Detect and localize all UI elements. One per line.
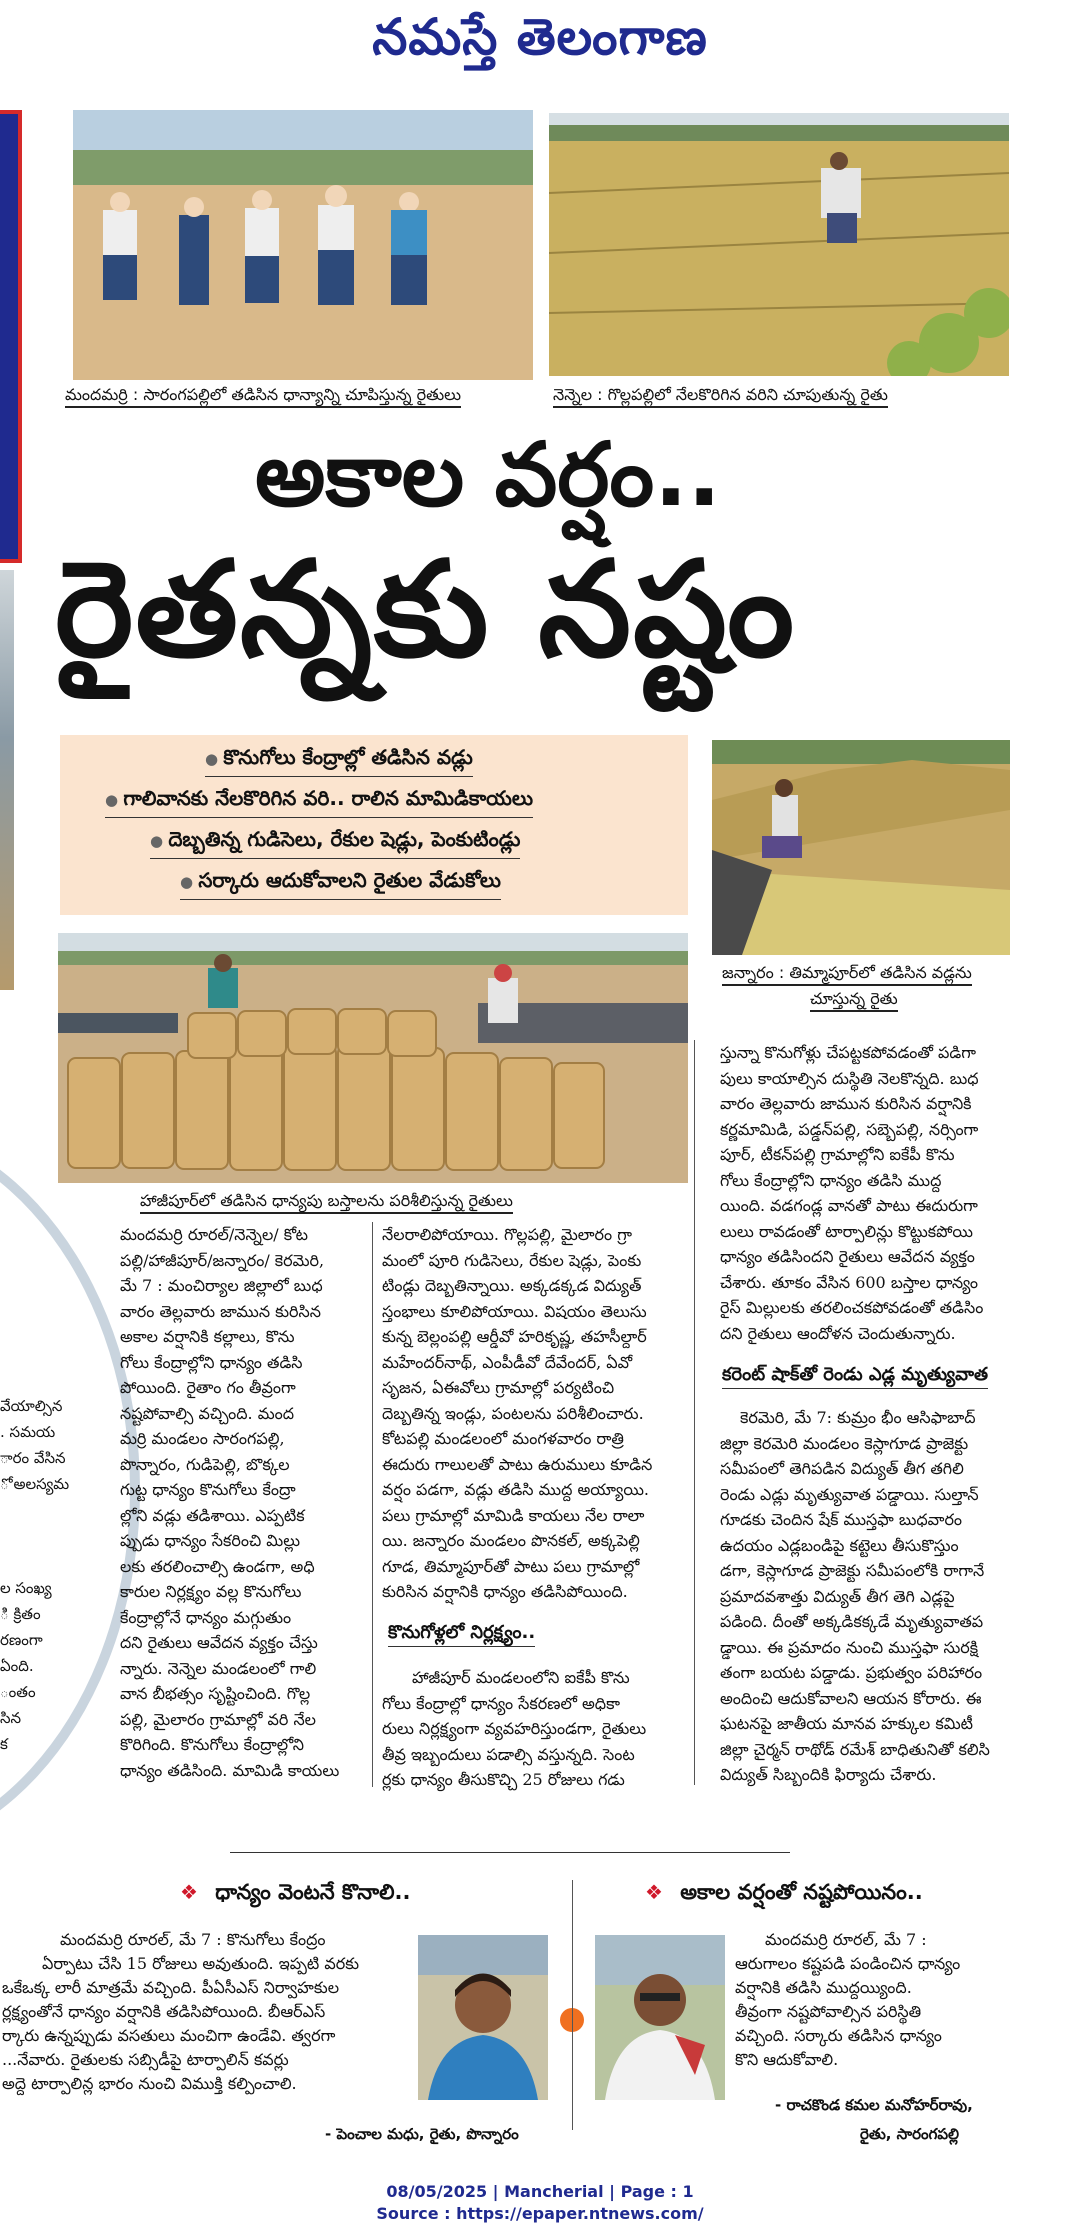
photo-caption-right-mid-2: చూస్తున్న రైతు	[810, 988, 898, 1012]
text-line: నేలరాలిపోయాయి. గొల్లపల్లి, మైలారం గ్రా	[382, 1225, 632, 1244]
footer-source-link[interactable]: Source : https://epaper.ntnews.com/	[376, 2204, 704, 2223]
text-line: ప్పుడు ధాన్యం సేకరించి మిల్లు	[120, 1531, 301, 1550]
quote-right-title: అకాల వర్షంతో నష్టపోయినం..	[680, 1880, 923, 1904]
highlight-item: ● దెబ్బతిన్న గుడిసెలు, రేకుల షెడ్లు, పెంకుటిండ్లు	[150, 827, 520, 859]
text-line: అకాల వర్షానికి కల్లాలు, కొను	[120, 1327, 295, 1346]
left-edge-ad	[0, 110, 22, 563]
text-line: డ్డాయి. ఈ ప్రమాదం నుంచి ముస్తఫా సురక్షి	[720, 1637, 979, 1657]
footer-date-line: 08/05/2025 | Mancherial | Page : 1	[386, 2182, 694, 2201]
text-line: పోయింది. రైతాం గం తీవ్రంగా	[120, 1378, 296, 1397]
headline-line2: రైతన్నకు నష్టం	[55, 533, 797, 687]
fragment-line	[0, 1523, 80, 1549]
quote-left-body	[2, 1928, 392, 2118]
text-line: మే 7 : మంచిర్యాల జిల్లాలో బుధ	[120, 1276, 323, 1295]
text-line: మహేందర్‌నాథ్, ఎంపీడీవో దేవేందర్, ఏవో	[382, 1352, 633, 1372]
quote-right-signature-1: - రాచకొండ కమల మనోహర్‌రావు,	[775, 2096, 973, 2114]
text-line: ప్రమాదవశాత్తు విద్యుత్ తీగ తెగి ఎడ్లపై	[720, 1586, 955, 1606]
text-line: కురిసిన వర్షానికి ధాన్యం తడిసిపోయింది.	[382, 1582, 628, 1601]
fragment-line: ల సంఖ్య	[0, 1579, 52, 1597]
text-line: రెండు ఎడ్లు మృత్యువాత పడ్డాయి. సుల్తాన్	[720, 1484, 979, 1504]
text-line: విద్యుత్ సిబ్బందికి ఫిర్యాదు చేశారు.	[720, 1765, 937, 1784]
text-line: గోలు కేంద్రాల్లోని ధాన్యం తడిసి ముద్ద	[720, 1170, 942, 1190]
text-line: పొన్నారం, గుడిపెల్లి, బొక్కల	[120, 1454, 290, 1474]
text-line: మంలో పూరి గుడిసెలు, రేకుల షెడ్లు, పెంకు	[382, 1250, 642, 1270]
fragment-line: సిన	[0, 1709, 22, 1727]
fragment-line	[0, 1497, 80, 1523]
fragment-line: ఏంది.	[0, 1657, 34, 1675]
text-line: కారుల నిర్లక్ష్యం వల్ల కొనుగోలు	[120, 1582, 302, 1601]
section-divider	[230, 1852, 790, 1853]
fragment-line: . సమయ	[0, 1423, 56, 1441]
masthead: నమస్తే తెలంగాణ	[372, 8, 708, 66]
text-line: పూర్, టీకన్‌పల్లి గ్రామాల్లోని ఐకేపీ కొను	[720, 1145, 955, 1164]
text-line: కోటపల్లి మండలంలో మంగళవారం రాత్రి	[382, 1429, 624, 1448]
text-line: పల్లి/హాజీపూర్/జన్నారం/ కెరమెరి,	[120, 1250, 325, 1270]
left-edge-photo	[0, 570, 14, 990]
portrait-madhu	[418, 1935, 548, 2100]
column-divider	[572, 1880, 573, 2130]
text-line: స్తున్నా కొనుగోళ్లు చేపట్టకపోవడంతో పడిగా	[720, 1043, 976, 1062]
fragment-line: వేయాల్సిన	[0, 1397, 63, 1415]
photo-fallen-paddy	[549, 113, 1009, 376]
quote-line: కొని ఆదుకోవాలి.	[735, 2050, 839, 2069]
text-line: ధాన్యం తడిసింది. మామిడి కాయలు	[120, 1760, 340, 1780]
text-line: హాజీపూర్ మండలంలోని ఐకేపీ కొను	[412, 1668, 630, 1687]
text-line: స్తంభాలు కూలిపోయాయి. విషయం తెలుసు	[382, 1301, 647, 1321]
text-line: గూడకు చెందిన షేక్ ముస్తఫా బుధవారం	[720, 1510, 963, 1529]
text-line: కున్న బెల్లంపల్లి ఆర్డీవో హరికృష్ణ, తహసీల్దార్	[382, 1327, 647, 1346]
article-column-3a	[720, 1040, 1012, 1350]
text-line: పల్లి, మైలారం గ్రామాల్లో వరి నేల	[120, 1709, 317, 1729]
quote-left-signature: - పెంచాల మధు, రైతు, పొన్నారం	[325, 2125, 519, 2143]
text-line: కొరిగింది. కొనుగోలు కేంద్రాల్లోని	[120, 1735, 305, 1754]
headline-line1: అకాల వర్షం..	[255, 423, 721, 526]
quote-line: ...నేవారు. రైతులకు సబ్సిడీపై టార్పాలిన్ కవర్లు	[2, 2050, 289, 2069]
article-column-1	[120, 1222, 365, 1787]
text-line: లకు తరలించాల్సి ఉండగా, అధి	[120, 1556, 315, 1576]
quote-right-title-row	[645, 1880, 923, 1910]
fragment-line: ో అలస్యమ	[0, 1475, 70, 1493]
text-line: వారం తెల్లవారు జామున కురిసిన వర్షానికి	[720, 1094, 972, 1113]
text-line: వర్షం పడగా, వడ్లు తడిసి ముద్ద అయ్యాయి.	[382, 1480, 649, 1499]
text-line: యింది. వడగండ్ల వానతో పాటు ఈదురుగా	[720, 1196, 978, 1215]
text-line: జిల్లా చైర్మన్ రాథోడ్ రమేశ్ బాధితునితో కలిసి	[720, 1739, 990, 1759]
text-line: ల్లోని వడ్లు తడిశాయి. ఎప్పటిక	[120, 1505, 305, 1525]
article-column-3b	[720, 1405, 1012, 1790]
quote-line: ర్లక్ష్యంతోనే ధాన్యం వర్షానికి తడిసిపోయింది. బీఆర్‌ఎస్	[2, 2002, 326, 2021]
text-line: పడింది. దీంతో అక్కడికక్కడే మృత్యువాతప	[720, 1612, 984, 1631]
fragment-line: ారం వేసిన	[0, 1449, 66, 1467]
text-line: లులు రావడంతో టార్పాలిన్లు కొట్టుకపోయి	[720, 1221, 973, 1241]
photo-farmer-inspecting-grain	[712, 740, 1010, 955]
text-line: న్నారు. నెన్నెల మండలంలో గాలి	[120, 1658, 317, 1678]
text-line: దని రైతులు ఆవేదన వ్యక్తం చేస్తు	[120, 1633, 318, 1652]
text-line: నష్టపోవాల్సి వచ్చింది. మంద	[120, 1403, 295, 1423]
diamond-icon: ❖	[180, 1880, 198, 1904]
quote-line: మందమర్రి రూరల్, మే 7 : కొనుగోలు కేంద్రం	[60, 1930, 326, 1949]
highlight-item: ● సర్కారు ఆదుకోవాలని రైతుల వేడుకోలు	[180, 868, 501, 900]
text-line: తీవ్ర ఇబ్బందులు పడాల్సి వస్తున్నది. సెంట	[382, 1744, 635, 1764]
quote-line: ఒకేఒక్క లారీ మాత్రమే వచ్చింది. పీఏసీఎస్ నిర్వాహకుల	[2, 1978, 340, 1997]
text-line: టిండ్లు దెబ్బతిన్నాయి. అక్కడక్కడ విద్యుత్	[382, 1276, 642, 1295]
quote-left-title-row	[180, 1880, 410, 1910]
text-line: గూడ, తిమ్మాపూర్‌తో పాటు పలు గ్రామాల్లో	[382, 1556, 640, 1576]
article-column-2	[382, 1222, 686, 1612]
quote-line: వచ్చింది. సర్కారు తడిసిన ధాన్యం	[735, 2026, 942, 2045]
text-line: మందమర్రి రూరల్/నెన్నెల/ కోట	[120, 1225, 308, 1244]
quote-line: ఏర్పాటు చేసి 15 రోజులు అవుతుంది. ఇప్పటి వరకు	[42, 1954, 360, 1973]
column-divider	[694, 1040, 695, 1785]
subhead-electric-shock: కరెంట్ షాక్‌తో రెండు ఎడ్ల మృత్యువాత	[722, 1362, 988, 1389]
fragment-line	[0, 1549, 80, 1575]
quote-line: ఆరుగాలం కష్టపడి పండించిన ధాన్యం	[735, 1954, 961, 1973]
text-line: ఈదురు గాలులతో పాటు ఉరుములు కూడిన	[382, 1454, 653, 1474]
photo-caption-top-left: మందమర్రి : సారంగపల్లిలో తడిసిన ధాన్యాన్ని చూపిస్తున్న రైతులు	[65, 384, 461, 408]
text-line: కర్ణమామిడి, పడ్డన్‌పల్లి, సబ్బెపల్లి, నర్సింగా	[720, 1119, 979, 1139]
quote-left-title: ధాన్యం వెంటనే కొనాలి..	[215, 1880, 411, 1904]
text-line: రులు నిర్లక్ష్యంగా వ్యవహరిస్తుండగా, రైతులు	[382, 1719, 647, 1738]
highlight-item: ● గాలివానకు నేలకొరిగిన వరి.. రాలిన మామిడికాయలు	[105, 786, 533, 818]
text-line: ధాన్యం తడిసిందని రైతులు ఆవేదన వ్యక్తం	[720, 1247, 975, 1266]
text-line: గుట్ట ధాన్యం కొనుగోలు కేంద్రా	[120, 1480, 296, 1499]
photo-caption-bags: హాజీపూర్‌లో తడిసిన ధాన్యపు బస్తాలను పరిశీలిస్తున్న రైతులు	[140, 1190, 513, 1214]
text-line: ర్లకు ధాన్యం తీసుకొచ్చి 25 రోజులు గడు	[382, 1770, 625, 1789]
highlights-box	[60, 735, 688, 915]
text-line: గోలు కేంద్రాల్లోని ధాన్యం తడిసి	[120, 1352, 303, 1372]
quote-line: వర్షానికి తడిసి ముద్దయ్యింది.	[735, 1978, 912, 1997]
diamond-icon: ❖	[645, 1880, 663, 1904]
text-line: యి. జన్నారం మండలం పొనకల్, అక్కపెల్లి	[382, 1531, 640, 1550]
fragment-line: రణంగా	[0, 1631, 43, 1649]
text-line: చేశారు. తూకం వేసిన 600 బస్తాల ధాన్యం	[720, 1272, 979, 1292]
text-line: పులు కాయాల్సిన దుస్థితి నెలకొన్నది. బుధ	[720, 1068, 979, 1088]
text-line: మర్రి మండలం సారంగపల్లి,	[120, 1429, 285, 1448]
text-line: వారం తెల్లవారు జామున కురిసిన	[120, 1301, 321, 1321]
text-line: దెబ్బతిన్న ఇండ్లు, పంటలను పరిశీలించారు.	[382, 1403, 644, 1423]
fragment-line: ంతం	[0, 1683, 36, 1701]
text-line: తంగా బయట పడ్డాడు. ప్రభుత్వం పరిహారం	[720, 1663, 983, 1682]
text-line: కెరమెరి, మే 7: కుమ్రం భీం ఆసిఫాబాద్	[740, 1408, 976, 1427]
photo-caption-right-mid-1: జన్నారం : తిమ్మాపూర్‌లో తడిసిన వడ్లను	[722, 962, 972, 986]
text-line: రైస్ మిల్లులకు తరలించకపోవడంతో తడిసిం	[720, 1298, 984, 1317]
text-line: జిల్లా కెరమెరి మండలం కెస్లాగూడ ప్రాజెక్టు	[720, 1433, 969, 1453]
text-line: గోలు కేంద్రాల్లో ధాన్యం సేకరణలో అధికా	[382, 1693, 620, 1713]
text-line: అందించి ఆదుకోవాలని ఆయన కోరారు. ఈ	[720, 1688, 982, 1708]
text-line: డగా, కెస్లాగూడ ప్రాజెక్టు సమీపంలోకి రాగానే	[720, 1561, 985, 1580]
quote-line: మందమర్రి రూరల్, మే 7 :	[765, 1930, 927, 1949]
portrait-manohar-rao	[595, 1935, 725, 2100]
text-line: దని రైతులు ఆందోళన చెందుతున్నారు.	[720, 1323, 956, 1343]
text-line: ఉదయం ఎడ్లబండిపై కట్టెలు తీసుకొస్తుం	[720, 1535, 959, 1555]
quote-line: ర్కారు ఉన్నప్పుడు వసతులు మంచిగా ఉండేవి. త్వరగా	[2, 2026, 336, 2045]
text-line: వాన బీభత్సం సృష్టించింది. గొల్ల	[120, 1684, 311, 1703]
text-line: కేంద్రాల్లోనే ధాన్యం మగ్గుతుం	[120, 1607, 292, 1627]
photo-grain-bags	[58, 933, 688, 1183]
subhead-negligence: కొనుగోళ్లలో నిర్లక్ష్యం..	[388, 1620, 535, 1647]
quote-line: అద్దె టార్పాలిన్ల భారం నుంచి విముక్తి కల్పించాలి.	[2, 2074, 297, 2093]
text-line: సమీపంలో తెగిపడిన విద్యుత్ తీగ తగిలి	[720, 1459, 964, 1478]
highlight-item: ● కొనుగోలు కేంద్రాల్లో తడిసిన వడ్లు	[205, 745, 473, 777]
quote-line: తీవ్రంగా నష్టపోవాల్సిన పరిస్థితి	[735, 2002, 922, 2021]
text-line: సృజన, ఏఈవోలు గ్రామాల్లో పర్యటించి	[382, 1378, 615, 1397]
left-fragment-column	[0, 1393, 80, 1813]
quote-right-signature-2: రైతు, సారంగపల్లి	[860, 2125, 960, 2143]
text-line: ఘటనపై జాతీయ మానవ హక్కుల కమిటీ	[720, 1714, 973, 1733]
fragment-line: ి క్రితం	[0, 1605, 41, 1623]
fragment-line: క	[0, 1735, 8, 1753]
photo-caption-top-right: నెన్నెల : గొల్లపల్లిలో నేలకొరిగిన వరిని చూపుతున్న రైతు	[553, 384, 888, 408]
photo-farmers-with-grain	[73, 110, 533, 380]
article-column-2b	[382, 1665, 686, 1795]
quote-right-body	[735, 1928, 1010, 2078]
text-line: పలు గ్రామాల్లో మామిడి కాయలు నేల రాలా	[382, 1505, 645, 1525]
column-divider	[372, 1222, 373, 1787]
